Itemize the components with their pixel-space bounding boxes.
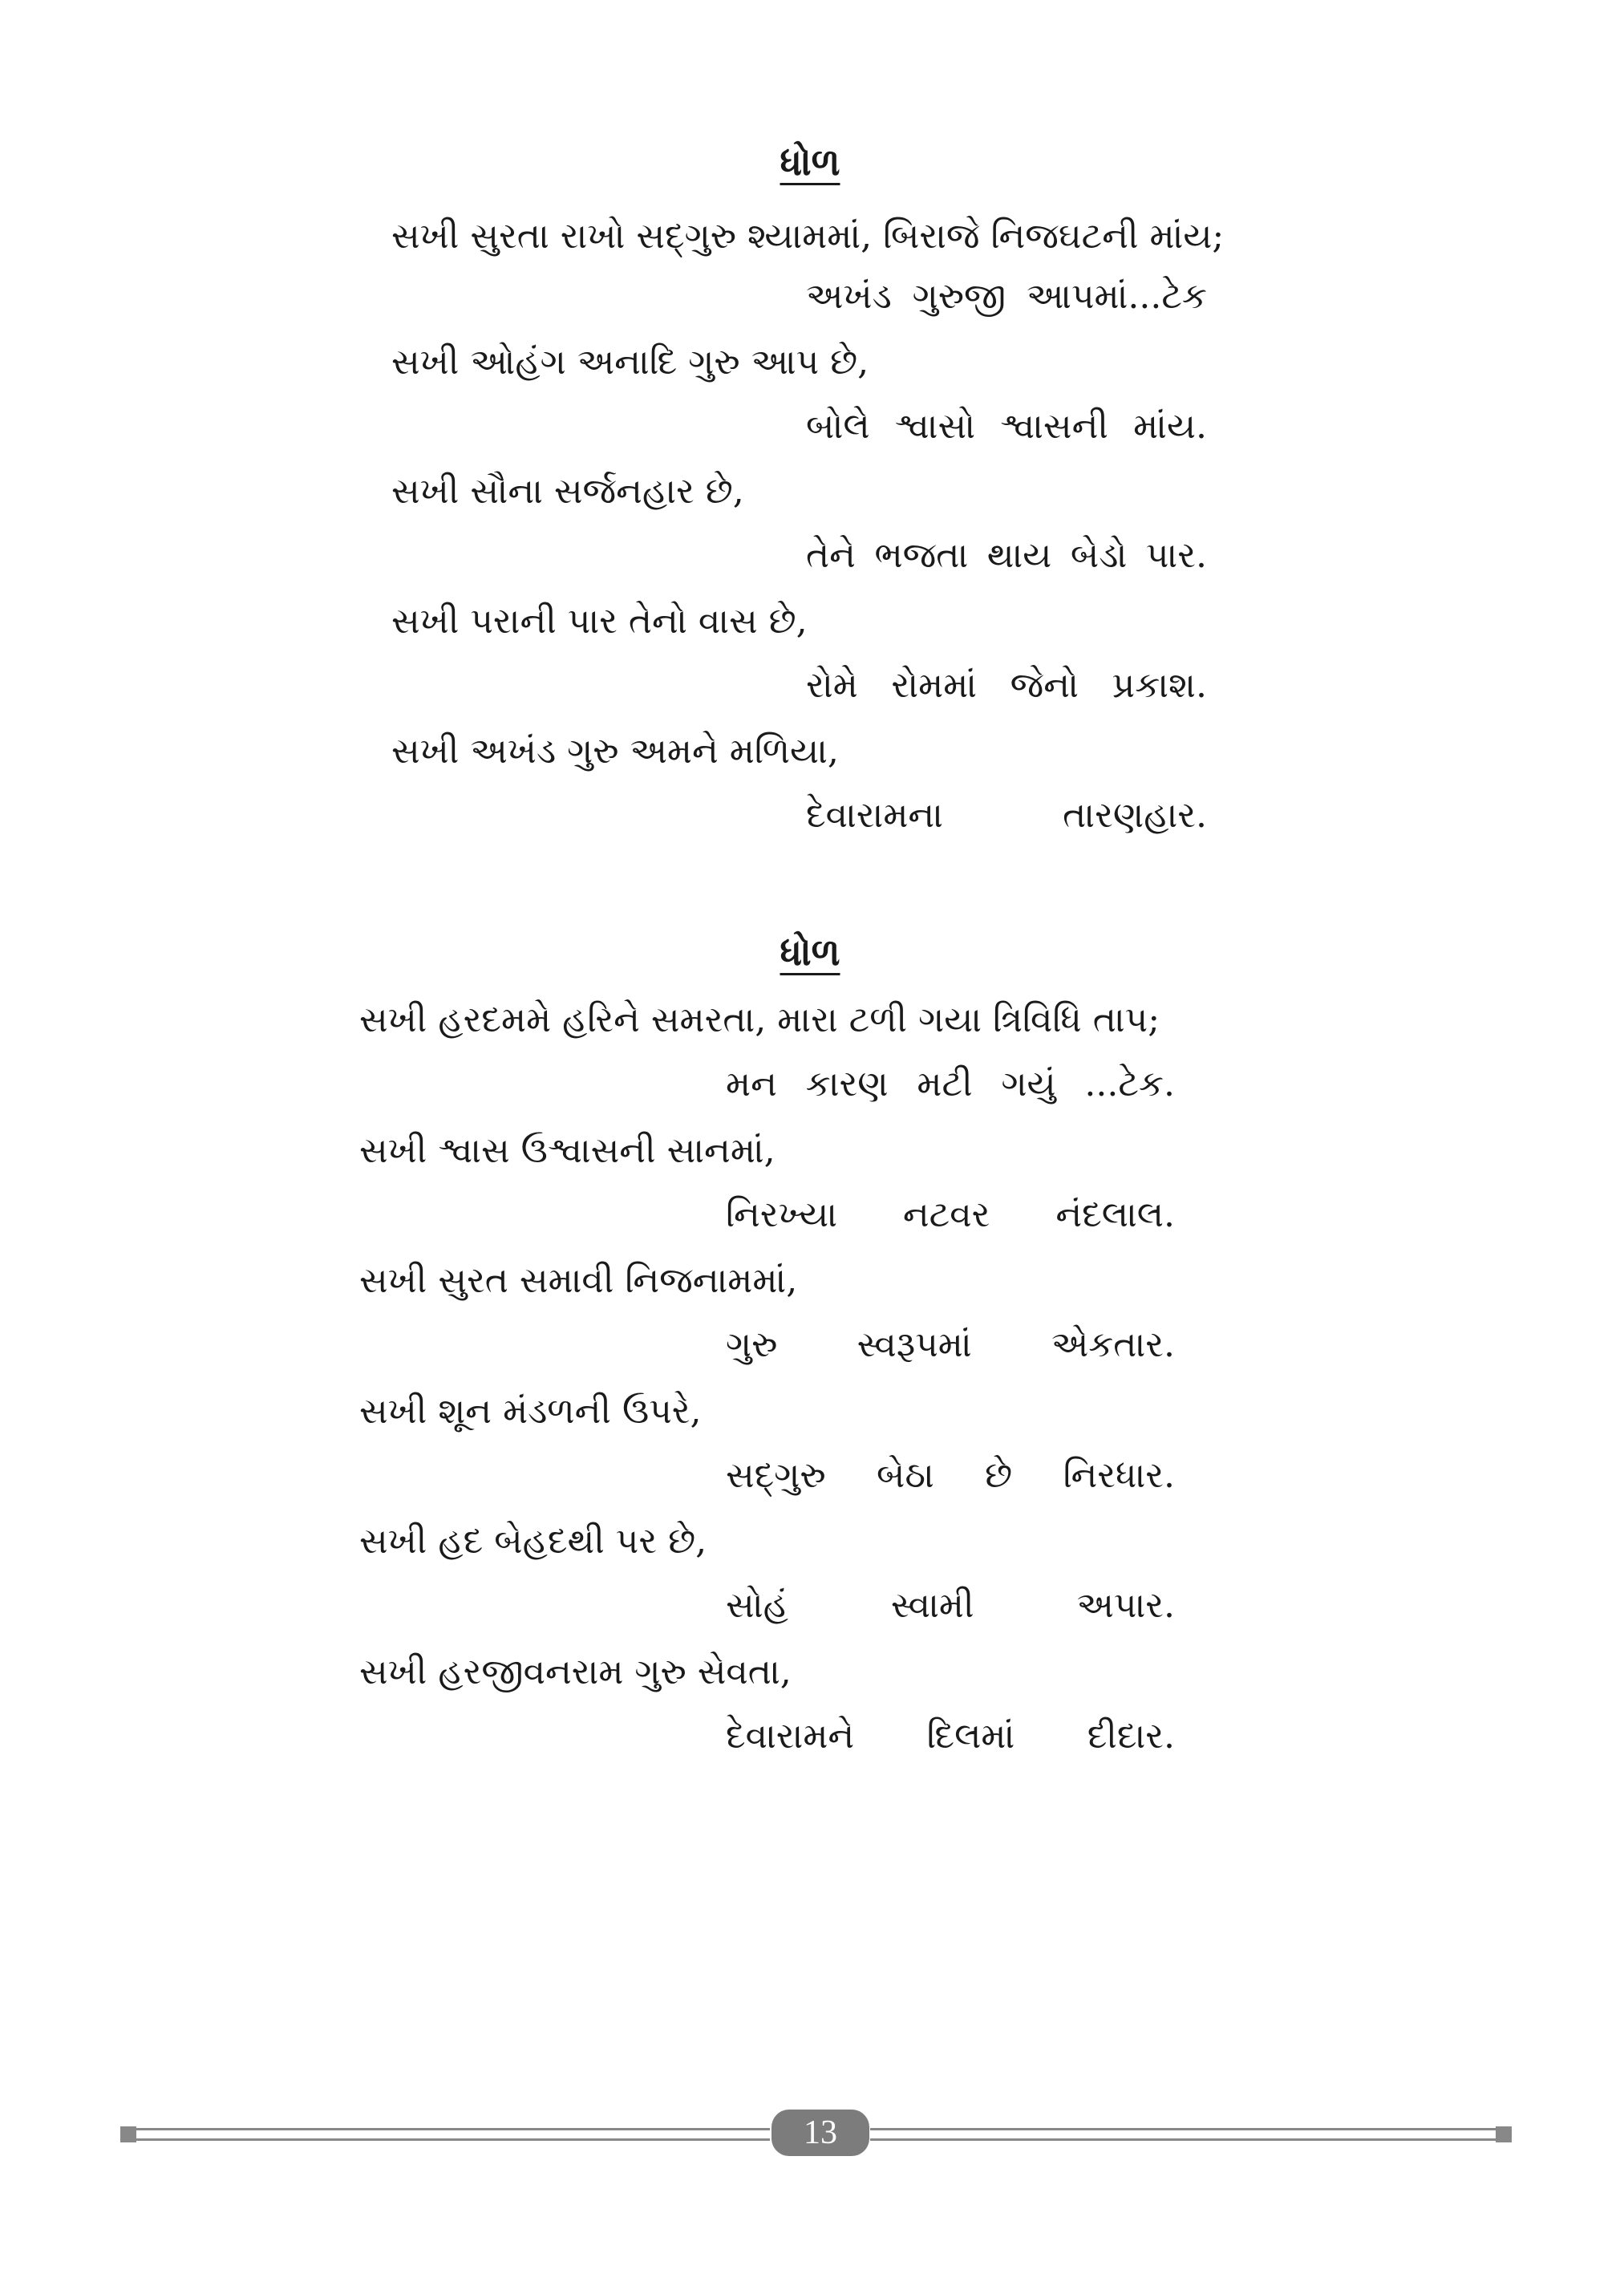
verse-word: શ્વાસની bbox=[1000, 406, 1108, 447]
verse-word: બેડો bbox=[1070, 535, 1128, 576]
verse-word: એકતાર. bbox=[1051, 1324, 1175, 1365]
verse-word: આપમાં...ટેક bbox=[1027, 276, 1207, 317]
verse-word: દિલમાં bbox=[926, 1716, 1015, 1757]
verse-word: સ્વામી bbox=[890, 1585, 974, 1626]
verse-refrain bbox=[726, 1183, 1175, 1247]
footer-rule-right bbox=[870, 2128, 1496, 2141]
verse-word: બેઠા bbox=[877, 1455, 934, 1496]
verse-refrain bbox=[806, 265, 1207, 329]
verse-word: તારણહાર. bbox=[1063, 795, 1207, 836]
verse-word: અખંડ bbox=[806, 276, 892, 317]
verse-word: દેવારામને bbox=[726, 1716, 855, 1757]
footer-rule-end-right bbox=[1496, 2126, 1512, 2142]
verse-line: સખી અખંડ ગુરુ અમને મળિયા, bbox=[391, 731, 839, 772]
verse-word: સ્વરૂપમાં bbox=[857, 1324, 972, 1365]
verse-line: સખી સુરત સમાવી નિજનામમાં, bbox=[359, 1260, 798, 1301]
verse-word: સોહં bbox=[726, 1585, 788, 1626]
verse-word: શ્વાસો bbox=[894, 406, 976, 447]
verse-word: નંદલાલ. bbox=[1055, 1194, 1175, 1235]
page-number-badge: 13 bbox=[772, 2110, 869, 2156]
verse-refrain bbox=[806, 654, 1207, 718]
verse-refrain bbox=[806, 784, 1207, 848]
verse-word: રોમે bbox=[806, 665, 858, 706]
verse-line: સખી હરદમમે હરિને સમરતા, મારા ટળી ગયા ત્રિવિધિ તાપ; bbox=[359, 999, 1160, 1040]
verse-word: ...ટેક. bbox=[1084, 1064, 1175, 1104]
footer-rule-left bbox=[136, 2128, 770, 2141]
verse-refrain bbox=[806, 395, 1207, 459]
verse-word: થાય bbox=[986, 535, 1052, 576]
verse-line: સખી શ્વાસ ઉશ્વાસની સાનમાં, bbox=[359, 1130, 776, 1171]
verse-word: ભજતા bbox=[874, 535, 969, 576]
verse-word: ગયું bbox=[1001, 1064, 1056, 1104]
verse-line: સખી પરાની પાર તેનો વાસ છે, bbox=[391, 601, 808, 642]
verse-word: સદ્‌ગુરુ bbox=[726, 1455, 826, 1496]
verse-word: રોમમાં bbox=[891, 665, 978, 706]
verse-line: સખી સૌના સર્જનહાર છે, bbox=[391, 471, 744, 512]
page-footer bbox=[120, 2107, 1512, 2155]
verse-line: સખી હદ બેહદથી પર છે, bbox=[359, 1521, 707, 1562]
verse-word: જેનો bbox=[1010, 665, 1079, 706]
verse-refrain bbox=[726, 1052, 1175, 1117]
verse-line: સખી સુરતા રાખો સદ્‌ગુરુ શ્યામમાં, બિરાજે નિજઘટની માંય; bbox=[391, 216, 1225, 257]
verse-word: દેવારામના bbox=[806, 795, 943, 836]
verse-word: છે bbox=[985, 1455, 1013, 1496]
verse-word: ગુરુ bbox=[726, 1324, 778, 1365]
poem-title: ધોળ bbox=[780, 140, 840, 184]
verse-word: નટવર bbox=[902, 1194, 990, 1235]
verse-refrain bbox=[726, 1444, 1175, 1508]
verse-word: મન bbox=[726, 1064, 777, 1104]
footer-rule-end-left bbox=[120, 2126, 136, 2142]
verse-word: કારણ bbox=[805, 1064, 889, 1104]
poem-title: ધોળ bbox=[780, 930, 840, 974]
verse-line: સખી હરજીવનરામ ગુરુ સેવતા, bbox=[359, 1652, 792, 1692]
verse-word: પ્રકાશ. bbox=[1112, 665, 1207, 706]
verse-refrain bbox=[806, 524, 1207, 588]
verse-word: નિરધાર. bbox=[1063, 1455, 1175, 1496]
verse-line: સખી ઓહંગ અનાદિ ગુરુ આપ છે, bbox=[391, 342, 869, 383]
verse-word: નિરખ્યા bbox=[726, 1194, 837, 1235]
verse-word: અપાર. bbox=[1076, 1585, 1175, 1626]
verse-line: સખી શૂન મંડળની ઉપરે, bbox=[359, 1391, 702, 1432]
verse-word: પાર. bbox=[1145, 535, 1207, 576]
verse-refrain bbox=[726, 1313, 1175, 1377]
verse-word: દીદાર. bbox=[1087, 1716, 1175, 1757]
verse-word: બોલે bbox=[806, 406, 870, 447]
verse-word: તેને bbox=[806, 535, 856, 576]
verse-word: માંય. bbox=[1133, 406, 1207, 447]
verse-word: મટી bbox=[917, 1064, 973, 1104]
verse-refrain bbox=[726, 1704, 1175, 1769]
verse-refrain bbox=[726, 1574, 1175, 1638]
verse-word: ગુરુજી bbox=[912, 276, 1006, 317]
